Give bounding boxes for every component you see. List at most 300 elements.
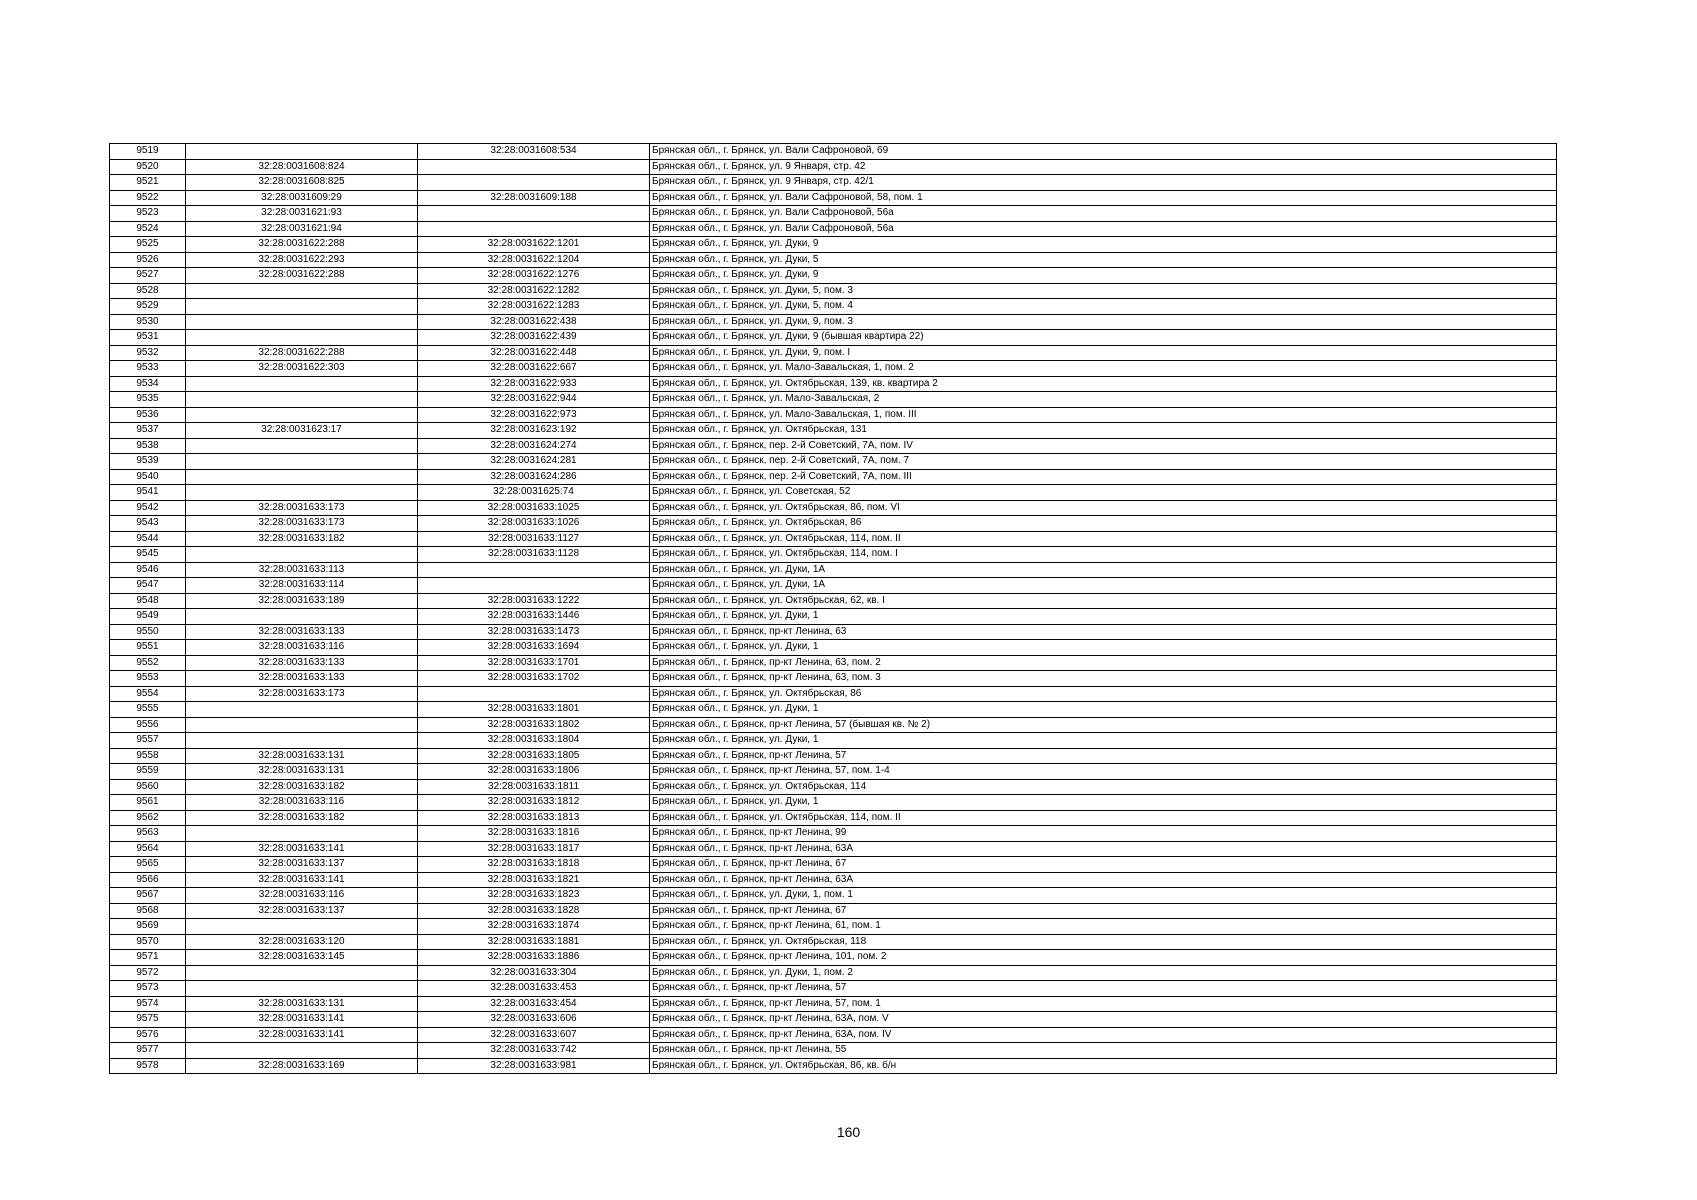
address-cell: Брянская обл., г. Брянск, ул. 9 Января, стр. 42/1: [650, 175, 1557, 191]
address-cell: Брянская обл., г. Брянск, ул. Дуки, 1: [650, 640, 1557, 656]
land-cadastral-number-cell: 32:28:0031633:141: [186, 1027, 418, 1043]
building-cadastral-number-cell: 32:28:0031622:438: [418, 314, 650, 330]
building-cadastral-number-cell: 32:28:0031622:1204: [418, 252, 650, 268]
table-row: [110, 454, 1557, 470]
land-cadastral-number-cell: [186, 144, 418, 160]
building-cadastral-number-cell: 32:28:0031633:1128: [418, 547, 650, 563]
table-row: [110, 469, 1557, 485]
address-cell: Брянская обл., г. Брянск, пр-кт Ленина, 55: [650, 1043, 1557, 1059]
building-cadastral-number-cell: [418, 221, 650, 237]
table-row: [110, 609, 1557, 625]
address-cell: Брянская обл., г. Брянск, ул. Дуки, 1: [650, 795, 1557, 811]
building-cadastral-number-cell: [418, 159, 650, 175]
address-cell: Брянская обл., г. Брянск, пер. 2-й Советский, 7А, пом. III: [650, 469, 1557, 485]
row-number-cell: 9545: [110, 547, 186, 563]
address-cell: Брянская обл., г. Брянск, пр-кт Ленина, 63А: [650, 872, 1557, 888]
building-cadastral-number-cell: 32:28:0031633:1025: [418, 500, 650, 516]
address-cell: Брянская обл., г. Брянск, пр-кт Ленина, 57: [650, 981, 1557, 997]
row-number-cell: 9534: [110, 376, 186, 392]
table-row: [110, 733, 1557, 749]
building-cadastral-number-cell: 32:28:0031624:274: [418, 438, 650, 454]
building-cadastral-number-cell: [418, 175, 650, 191]
table-row: [110, 965, 1557, 981]
land-cadastral-number-cell: 32:28:0031633:169: [186, 1058, 418, 1074]
row-number-cell: 9524: [110, 221, 186, 237]
row-number-cell: 9546: [110, 562, 186, 578]
table-row: [110, 438, 1557, 454]
table-row: [110, 423, 1557, 439]
table-row: [110, 702, 1557, 718]
row-number-cell: 9570: [110, 934, 186, 950]
table-row: [110, 779, 1557, 795]
building-cadastral-number-cell: 32:28:0031633:742: [418, 1043, 650, 1059]
row-number-cell: 9563: [110, 826, 186, 842]
building-cadastral-number-cell: 32:28:0031633:1026: [418, 516, 650, 532]
address-cell: Брянская обл., г. Брянск, ул. Вали Сафроновой, 56а: [650, 206, 1557, 222]
row-number-cell: 9564: [110, 841, 186, 857]
table-row: [110, 361, 1557, 377]
land-cadastral-number-cell: 32:28:0031633:113: [186, 562, 418, 578]
table-row: [110, 531, 1557, 547]
address-cell: Брянская обл., г. Брянск, пр-кт Ленина, 57 (бывшая кв. № 2): [650, 717, 1557, 733]
row-number-cell: 9568: [110, 903, 186, 919]
table-row: [110, 593, 1557, 609]
row-number-cell: 9541: [110, 485, 186, 501]
building-cadastral-number-cell: [418, 686, 650, 702]
land-cadastral-number-cell: [186, 438, 418, 454]
land-cadastral-number-cell: 32:28:0031633:137: [186, 903, 418, 919]
table-row: [110, 826, 1557, 842]
building-cadastral-number-cell: 32:28:0031625:74: [418, 485, 650, 501]
table-row: [110, 950, 1557, 966]
building-cadastral-number-cell: 32:28:0031624:286: [418, 469, 650, 485]
building-cadastral-number-cell: 32:28:0031633:1804: [418, 733, 650, 749]
land-cadastral-number-cell: 32:28:0031621:93: [186, 206, 418, 222]
table-row: [110, 237, 1557, 253]
table-row: [110, 268, 1557, 284]
building-cadastral-number-cell: 32:28:0031633:1811: [418, 779, 650, 795]
table-row: [110, 314, 1557, 330]
table-row: [110, 1012, 1557, 1028]
land-cadastral-number-cell: [186, 299, 418, 315]
land-cadastral-number-cell: 32:28:0031609:29: [186, 190, 418, 206]
table-row: [110, 655, 1557, 671]
table-row: [110, 206, 1557, 222]
building-cadastral-number-cell: 32:28:0031633:1805: [418, 748, 650, 764]
building-cadastral-number-cell: 32:28:0031622:944: [418, 392, 650, 408]
land-cadastral-number-cell: [186, 702, 418, 718]
building-cadastral-number-cell: 32:28:0031633:454: [418, 996, 650, 1012]
address-cell: Брянская обл., г. Брянск, ул. Советская, 52: [650, 485, 1557, 501]
land-cadastral-number-cell: [186, 283, 418, 299]
land-cadastral-number-cell: 32:28:0031633:133: [186, 671, 418, 687]
land-cadastral-number-cell: 32:28:0031633:173: [186, 686, 418, 702]
row-number-cell: 9539: [110, 454, 186, 470]
building-cadastral-number-cell: [418, 562, 650, 578]
row-number-cell: 9569: [110, 919, 186, 935]
land-cadastral-number-cell: 32:28:0031633:137: [186, 857, 418, 873]
building-cadastral-number-cell: 32:28:0031622:1283: [418, 299, 650, 315]
address-cell: Брянская обл., г. Брянск, ул. Вали Сафроновой, 69: [650, 144, 1557, 160]
row-number-cell: 9520: [110, 159, 186, 175]
table-row: [110, 407, 1557, 423]
address-cell: Брянская обл., г. Брянск, ул. Октябрьская, 114, пом. II: [650, 810, 1557, 826]
land-cadastral-number-cell: [186, 392, 418, 408]
address-cell: Брянская обл., г. Брянск, ул. 9 Января, стр. 42: [650, 159, 1557, 175]
table-row: [110, 748, 1557, 764]
row-number-cell: 9544: [110, 531, 186, 547]
table-row: [110, 919, 1557, 935]
address-cell: Брянская обл., г. Брянск, ул. Октябрьская, 118: [650, 934, 1557, 950]
row-number-cell: 9536: [110, 407, 186, 423]
address-cell: Брянская обл., г. Брянск, ул. Дуки, 9 (бывшая квартира 22): [650, 330, 1557, 346]
address-cell: Брянская обл., г. Брянск, пр-кт Ленина, 101, пом. 2: [650, 950, 1557, 966]
address-cell: Брянская обл., г. Брянск, пр-кт Ленина, 63, пом. 3: [650, 671, 1557, 687]
row-number-cell: 9566: [110, 872, 186, 888]
land-cadastral-number-cell: 32:28:0031633:182: [186, 779, 418, 795]
address-cell: Брянская обл., г. Брянск, ул. Дуки, 5, пом. 4: [650, 299, 1557, 315]
row-number-cell: 9526: [110, 252, 186, 268]
table-row: [110, 330, 1557, 346]
row-number-cell: 9532: [110, 345, 186, 361]
table-row: [110, 562, 1557, 578]
table-row: [110, 841, 1557, 857]
building-cadastral-number-cell: 32:28:0031633:1874: [418, 919, 650, 935]
address-cell: Брянская обл., г. Брянск, пер. 2-й Советский, 7А, пом. IV: [650, 438, 1557, 454]
table-row: [110, 795, 1557, 811]
address-cell: Брянская обл., г. Брянск, ул. Дуки, 9: [650, 237, 1557, 253]
land-cadastral-number-cell: [186, 826, 418, 842]
address-cell: Брянская обл., г. Брянск, пр-кт Ленина, 57, пом. 1-4: [650, 764, 1557, 780]
address-cell: Брянская обл., г. Брянск, ул. Октябрьская, 86: [650, 516, 1557, 532]
address-cell: Брянская обл., г. Брянск, пр-кт Ленина, 63, пом. 2: [650, 655, 1557, 671]
row-number-cell: 9553: [110, 671, 186, 687]
table-row: [110, 547, 1557, 563]
address-cell: Брянская обл., г. Брянск, ул. Дуки, 1: [650, 609, 1557, 625]
building-cadastral-number-cell: 32:28:0031633:1881: [418, 934, 650, 950]
building-cadastral-number-cell: 32:28:0031633:606: [418, 1012, 650, 1028]
row-number-cell: 9521: [110, 175, 186, 191]
building-cadastral-number-cell: 32:28:0031622:1201: [418, 237, 650, 253]
land-cadastral-number-cell: 32:28:0031633:133: [186, 655, 418, 671]
building-cadastral-number-cell: 32:28:0031633:1701: [418, 655, 650, 671]
address-cell: Брянская обл., г. Брянск, пр-кт Ленина, 63: [650, 624, 1557, 640]
land-cadastral-number-cell: [186, 454, 418, 470]
table-row: [110, 717, 1557, 733]
row-number-cell: 9562: [110, 810, 186, 826]
row-number-cell: 9537: [110, 423, 186, 439]
land-cadastral-number-cell: 32:28:0031633:114: [186, 578, 418, 594]
table-row: [110, 1058, 1557, 1074]
row-number-cell: 9561: [110, 795, 186, 811]
building-cadastral-number-cell: 32:28:0031622:448: [418, 345, 650, 361]
address-cell: Брянская обл., г. Брянск, пер. 2-й Советский, 7А, пом. 7: [650, 454, 1557, 470]
land-cadastral-number-cell: 32:28:0031633:131: [186, 748, 418, 764]
land-cadastral-number-cell: [186, 733, 418, 749]
building-cadastral-number-cell: 32:28:0031633:1446: [418, 609, 650, 625]
row-number-cell: 9560: [110, 779, 186, 795]
land-cadastral-number-cell: [186, 965, 418, 981]
row-number-cell: 9577: [110, 1043, 186, 1059]
row-number-cell: 9525: [110, 237, 186, 253]
land-cadastral-number-cell: [186, 547, 418, 563]
building-cadastral-number-cell: [418, 578, 650, 594]
building-cadastral-number-cell: 32:28:0031622:933: [418, 376, 650, 392]
building-cadastral-number-cell: 32:28:0031622:667: [418, 361, 650, 377]
row-number-cell: 9535: [110, 392, 186, 408]
building-cadastral-number-cell: 32:28:0031622:439: [418, 330, 650, 346]
address-cell: Брянская обл., г. Брянск, ул. Мало-Завальская, 1, пом. III: [650, 407, 1557, 423]
address-cell: Брянская обл., г. Брянск, пр-кт Ленина, 63А, пом. IV: [650, 1027, 1557, 1043]
land-cadastral-number-cell: [186, 485, 418, 501]
table-row: [110, 981, 1557, 997]
land-cadastral-number-cell: 32:28:0031622:293: [186, 252, 418, 268]
address-cell: Брянская обл., г. Брянск, ул. Октябрьская, 86, пом. VI: [650, 500, 1557, 516]
row-number-cell: 9572: [110, 965, 186, 981]
address-cell: Брянская обл., г. Брянск, ул. Дуки, 5, пом. 3: [650, 283, 1557, 299]
building-cadastral-number-cell: 32:28:0031608:534: [418, 144, 650, 160]
land-cadastral-number-cell: [186, 376, 418, 392]
row-number-cell: 9574: [110, 996, 186, 1012]
table-row: [110, 299, 1557, 315]
building-cadastral-number-cell: 32:28:0031633:1806: [418, 764, 650, 780]
address-cell: Брянская обл., г. Брянск, пр-кт Ленина, 99: [650, 826, 1557, 842]
table-row: [110, 996, 1557, 1012]
building-cadastral-number-cell: 32:28:0031633:1817: [418, 841, 650, 857]
address-cell: Брянская обл., г. Брянск, пр-кт Ленина, 57, пом. 1: [650, 996, 1557, 1012]
row-number-cell: 9558: [110, 748, 186, 764]
row-number-cell: 9547: [110, 578, 186, 594]
address-cell: Брянская обл., г. Брянск, ул. Мало-Завальская, 1, пом. 2: [650, 361, 1557, 377]
building-cadastral-number-cell: 32:28:0031633:304: [418, 965, 650, 981]
land-cadastral-number-cell: 32:28:0031633:120: [186, 934, 418, 950]
table-row: [110, 500, 1557, 516]
land-cadastral-number-cell: [186, 407, 418, 423]
address-cell: Брянская обл., г. Брянск, ул. Дуки, 9, пом. I: [650, 345, 1557, 361]
building-cadastral-number-cell: 32:28:0031633:1818: [418, 857, 650, 873]
table-row: [110, 159, 1557, 175]
land-cadastral-number-cell: 32:28:0031633:141: [186, 872, 418, 888]
row-number-cell: 9548: [110, 593, 186, 609]
land-cadastral-number-cell: 32:28:0031622:288: [186, 237, 418, 253]
table-row: [110, 686, 1557, 702]
row-number-cell: 9523: [110, 206, 186, 222]
building-cadastral-number-cell: 32:28:0031633:1886: [418, 950, 650, 966]
address-cell: Брянская обл., г. Брянск, ул. Дуки, 1, пом. 2: [650, 965, 1557, 981]
address-cell: Брянская обл., г. Брянск, пр-кт Ленина, 67: [650, 903, 1557, 919]
table-row: [110, 872, 1557, 888]
land-cadastral-number-cell: [186, 330, 418, 346]
row-number-cell: 9573: [110, 981, 186, 997]
table-row: [110, 190, 1557, 206]
address-cell: Брянская обл., г. Брянск, ул. Октябрьская, 131: [650, 423, 1557, 439]
address-cell: Брянская обл., г. Брянск, ул. Дуки, 5: [650, 252, 1557, 268]
row-number-cell: 9542: [110, 500, 186, 516]
row-number-cell: 9567: [110, 888, 186, 904]
land-cadastral-number-cell: [186, 981, 418, 997]
row-number-cell: 9550: [110, 624, 186, 640]
address-cell: Брянская обл., г. Брянск, ул. Октябрьская, 62, кв. I: [650, 593, 1557, 609]
table-row: [110, 1027, 1557, 1043]
row-number-cell: 9556: [110, 717, 186, 733]
building-cadastral-number-cell: 32:28:0031622:973: [418, 407, 650, 423]
table-row: [110, 1043, 1557, 1059]
building-cadastral-number-cell: 32:28:0031633:1813: [418, 810, 650, 826]
row-number-cell: 9540: [110, 469, 186, 485]
land-cadastral-number-cell: 32:28:0031608:824: [186, 159, 418, 175]
table-row: [110, 283, 1557, 299]
building-cadastral-number-cell: 32:28:0031633:1801: [418, 702, 650, 718]
table-row: [110, 345, 1557, 361]
table-row: [110, 671, 1557, 687]
row-number-cell: 9554: [110, 686, 186, 702]
land-cadastral-number-cell: 32:28:0031633:182: [186, 810, 418, 826]
building-cadastral-number-cell: 32:28:0031633:453: [418, 981, 650, 997]
building-cadastral-number-cell: 32:28:0031633:1821: [418, 872, 650, 888]
land-cadastral-number-cell: 32:28:0031633:173: [186, 500, 418, 516]
building-cadastral-number-cell: 32:28:0031633:607: [418, 1027, 650, 1043]
address-cell: Брянская обл., г. Брянск, пр-кт Ленина, 57: [650, 748, 1557, 764]
address-cell: Брянская обл., г. Брянск, ул. Октябрьская, 114: [650, 779, 1557, 795]
address-cell: Брянская обл., г. Брянск, ул. Октябрьская, 86, кв. б/н: [650, 1058, 1557, 1074]
land-cadastral-number-cell: 32:28:0031633:182: [186, 531, 418, 547]
land-cadastral-number-cell: [186, 919, 418, 935]
table-row: [110, 903, 1557, 919]
address-cell: Брянская обл., г. Брянск, ул. Октябрьская, 114, пом. I: [650, 547, 1557, 563]
address-cell: Брянская обл., г. Брянск, ул. Вали Сафроновой, 58, пом. 1: [650, 190, 1557, 206]
row-number-cell: 9531: [110, 330, 186, 346]
table-row: [110, 221, 1557, 237]
building-cadastral-number-cell: 32:28:0031623:192: [418, 423, 650, 439]
building-cadastral-number-cell: 32:28:0031622:1276: [418, 268, 650, 284]
land-cadastral-number-cell: 32:28:0031633:131: [186, 996, 418, 1012]
building-cadastral-number-cell: [418, 206, 650, 222]
address-cell: Брянская обл., г. Брянск, ул. Дуки, 1А: [650, 562, 1557, 578]
row-number-cell: 9551: [110, 640, 186, 656]
table-row: [110, 857, 1557, 873]
row-number-cell: 9528: [110, 283, 186, 299]
land-cadastral-number-cell: [186, 314, 418, 330]
registry-table: [109, 143, 1557, 1074]
building-cadastral-number-cell: 32:28:0031609:188: [418, 190, 650, 206]
building-cadastral-number-cell: 32:28:0031633:1823: [418, 888, 650, 904]
building-cadastral-number-cell: 32:28:0031633:1816: [418, 826, 650, 842]
table-row: [110, 144, 1557, 160]
page-number: 160: [836, 1124, 861, 1140]
table-row: [110, 764, 1557, 780]
row-number-cell: 9559: [110, 764, 186, 780]
land-cadastral-number-cell: 32:28:0031633:116: [186, 640, 418, 656]
row-number-cell: 9576: [110, 1027, 186, 1043]
address-cell: Брянская обл., г. Брянск, пр-кт Ленина, 61, пом. 1: [650, 919, 1557, 935]
building-cadastral-number-cell: 32:28:0031633:1694: [418, 640, 650, 656]
table-row: [110, 578, 1557, 594]
address-cell: Брянская обл., г. Брянск, ул. Октябрьская, 114, пом. II: [650, 531, 1557, 547]
land-cadastral-number-cell: 32:28:0031633:131: [186, 764, 418, 780]
building-cadastral-number-cell: 32:28:0031622:1282: [418, 283, 650, 299]
row-number-cell: 9549: [110, 609, 186, 625]
land-cadastral-number-cell: 32:28:0031633:141: [186, 841, 418, 857]
address-cell: Брянская обл., г. Брянск, ул. Дуки, 1А: [650, 578, 1557, 594]
row-number-cell: 9529: [110, 299, 186, 315]
address-cell: Брянская обл., г. Брянск, ул. Октябрьская, 86: [650, 686, 1557, 702]
row-number-cell: 9519: [110, 144, 186, 160]
building-cadastral-number-cell: 32:28:0031633:1812: [418, 795, 650, 811]
table-row: [110, 392, 1557, 408]
land-cadastral-number-cell: [186, 609, 418, 625]
table-row: [110, 376, 1557, 392]
table-row: [110, 640, 1557, 656]
table-row: [110, 485, 1557, 501]
land-cadastral-number-cell: 32:28:0031621:94: [186, 221, 418, 237]
land-cadastral-number-cell: [186, 717, 418, 733]
address-cell: Брянская обл., г. Брянск, ул. Дуки, 1: [650, 702, 1557, 718]
table-row: [110, 934, 1557, 950]
address-cell: Брянская обл., г. Брянск, пр-кт Ленина, 63А: [650, 841, 1557, 857]
land-cadastral-number-cell: 32:28:0031633:133: [186, 624, 418, 640]
row-number-cell: 9527: [110, 268, 186, 284]
address-cell: Брянская обл., г. Брянск, пр-кт Ленина, 67: [650, 857, 1557, 873]
row-number-cell: 9578: [110, 1058, 186, 1074]
land-cadastral-number-cell: 32:28:0031622:288: [186, 345, 418, 361]
address-cell: Брянская обл., г. Брянск, ул. Дуки, 1, пом. 1: [650, 888, 1557, 904]
table-row: [110, 516, 1557, 532]
table-row: [110, 252, 1557, 268]
land-cadastral-number-cell: [186, 1043, 418, 1059]
land-cadastral-number-cell: 32:28:0031623:17: [186, 423, 418, 439]
row-number-cell: 9571: [110, 950, 186, 966]
table-row: [110, 624, 1557, 640]
land-cadastral-number-cell: 32:28:0031608:825: [186, 175, 418, 191]
row-number-cell: 9557: [110, 733, 186, 749]
land-cadastral-number-cell: 32:28:0031622:303: [186, 361, 418, 377]
building-cadastral-number-cell: 32:28:0031633:981: [418, 1058, 650, 1074]
building-cadastral-number-cell: 32:28:0031633:1828: [418, 903, 650, 919]
row-number-cell: 9533: [110, 361, 186, 377]
land-cadastral-number-cell: 32:28:0031633:116: [186, 795, 418, 811]
address-cell: Брянская обл., г. Брянск, ул. Октябрьская, 139, кв. квартира 2: [650, 376, 1557, 392]
building-cadastral-number-cell: 32:28:0031624:281: [418, 454, 650, 470]
land-cadastral-number-cell: 32:28:0031633:189: [186, 593, 418, 609]
building-cadastral-number-cell: 32:28:0031633:1802: [418, 717, 650, 733]
building-cadastral-number-cell: 32:28:0031633:1222: [418, 593, 650, 609]
table-row: [110, 175, 1557, 191]
address-cell: Брянская обл., г. Брянск, ул. Дуки, 9, пом. 3: [650, 314, 1557, 330]
address-cell: Брянская обл., г. Брянск, ул. Дуки, 9: [650, 268, 1557, 284]
row-number-cell: 9538: [110, 438, 186, 454]
table-row: [110, 810, 1557, 826]
address-cell: Брянская обл., г. Брянск, пр-кт Ленина, 63А, пом. V: [650, 1012, 1557, 1028]
row-number-cell: 9522: [110, 190, 186, 206]
registry-table-body: [110, 144, 1557, 1074]
building-cadastral-number-cell: 32:28:0031633:1702: [418, 671, 650, 687]
building-cadastral-number-cell: 32:28:0031633:1127: [418, 531, 650, 547]
land-cadastral-number-cell: 32:28:0031633:116: [186, 888, 418, 904]
land-cadastral-number-cell: 32:28:0031622:288: [186, 268, 418, 284]
land-cadastral-number-cell: [186, 469, 418, 485]
land-cadastral-number-cell: 32:28:0031633:173: [186, 516, 418, 532]
land-cadastral-number-cell: 32:28:0031633:145: [186, 950, 418, 966]
table-row: [110, 888, 1557, 904]
building-cadastral-number-cell: 32:28:0031633:1473: [418, 624, 650, 640]
row-number-cell: 9565: [110, 857, 186, 873]
row-number-cell: 9575: [110, 1012, 186, 1028]
row-number-cell: 9555: [110, 702, 186, 718]
address-cell: Брянская обл., г. Брянск, ул. Мало-Завальская, 2: [650, 392, 1557, 408]
address-cell: Брянская обл., г. Брянск, ул. Вали Сафроновой, 56а: [650, 221, 1557, 237]
land-cadastral-number-cell: 32:28:0031633:141: [186, 1012, 418, 1028]
row-number-cell: 9552: [110, 655, 186, 671]
